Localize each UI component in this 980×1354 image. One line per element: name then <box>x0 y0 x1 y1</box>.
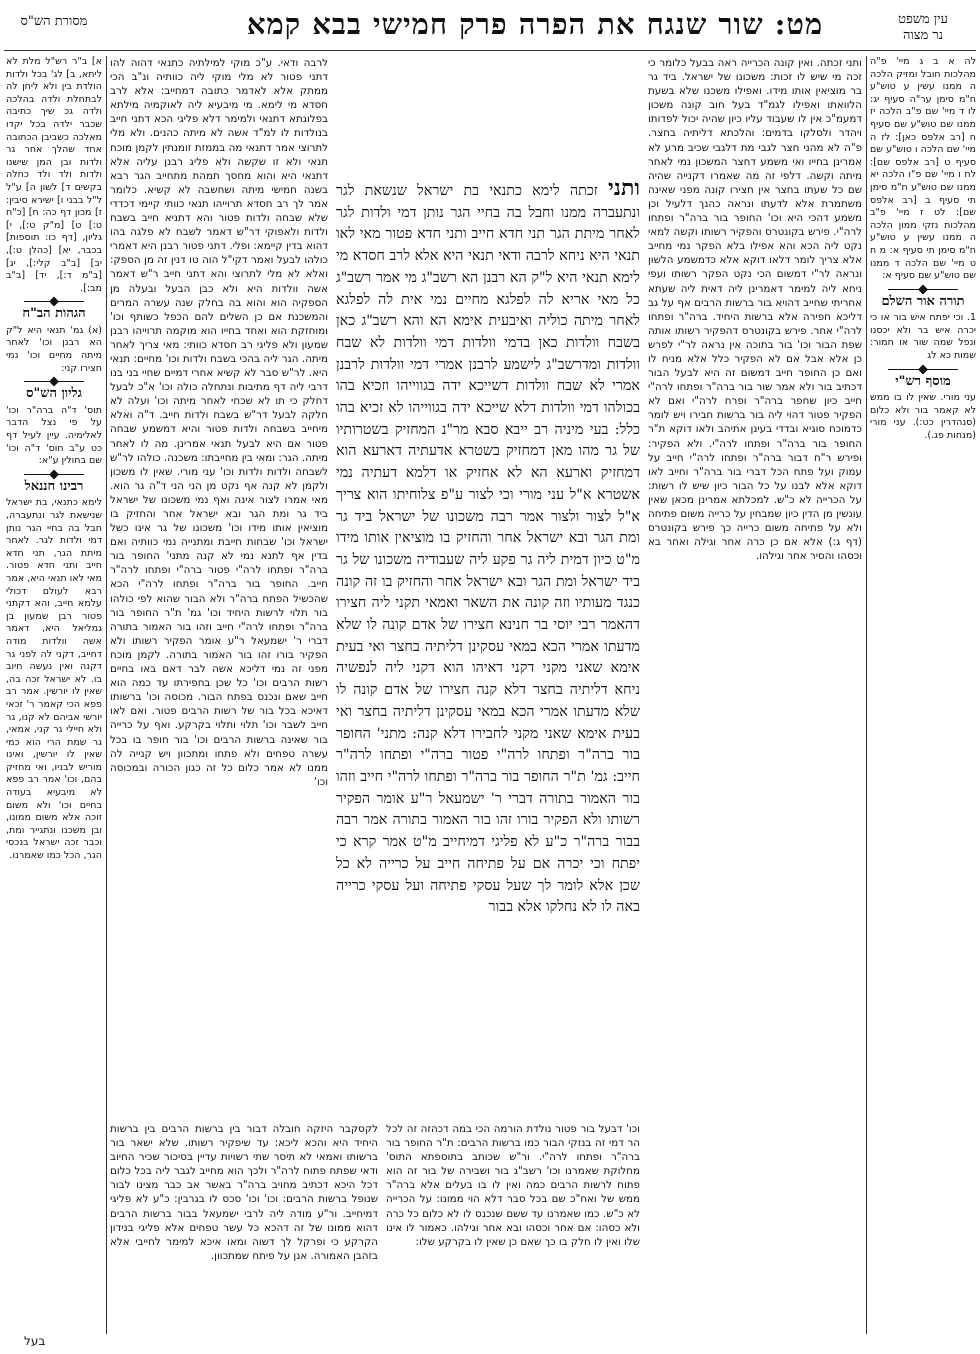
hagahot-habach-text: (א) גמ' תנאי היא ל"ק הא רבנן וכו' לאחר מיתה מחיים וכו' נמי חצירו קני: <box>6 324 102 374</box>
masoret-hashas-label: מסורת הש"ס <box>20 14 88 29</box>
bottom-commentary-text-2: וכו' דבעל בור פטור נולדת הורמה הכי במה דכהזה זה לכל הר דמי זה בנזקי הבור כמו ברשות הרבים: ת"ר החופר בור ברה"ר ופתחו לרה"י. ור"ש שכותב בתוספתא התוס' מחלוקת שאמרנו וכו' רשב"ג בור ושבירה של בור זה הוא פתוח לרשות הרבים כמה ואין לו בו בעלים אלא ברה"ר ממש של ואח"כ שם בכל סבר דלא הוי ממונו: על הכרייה לא כ"ש. כמו שאמרנו עד ששם שנכנס לו לא כלום כל כרה ולא כסהו: אם אחר וכסהו ובא אחר וגילהו. כאמור לו אינו שלו ואין לו חלק בו כך שאם כן שאין לו בקרקע שלו: <box>386 1123 640 1248</box>
ornament-divider <box>24 381 84 382</box>
gemara-column <box>336 176 640 1106</box>
gilyon-hashas-text: תוס' ד"ה ברה"ר וכו' על פי נצל הדבר לאלימיה. עיין לעיל דף כט ע"ב חוס' ד"ה וכו' שם בחולין ע"א: <box>6 404 102 467</box>
rabbenu-chananel-text: לימא כתנאי, בת ישראל שנישאת לגר ונתעברה, חבל בה בחיי הגר נותן דמי ולדות לגר. לאחר מיתת הגר, תני חדא חייב ותני חדא פטור. מאי לאו תנאי היא, אמר רבא לעולם דכולי עלמא חייב, והא דקתני פטור רבן שמעון בן גמליאל היא, דאמר אשה וולדות מודה דחייב, דקני לה לפני גר דקנה ואין נעשה חיוב בו. לא ישראל זכה בה, שאין לו יורשין. אמר רב פפא הכי קאמר ר' זכאי יורשי אביהם לא קנו, גר ולא חיילי גר קני, אמאי, גר שמת הרי הוא כמי שאין לו יורשין, ואינו מוריש לבניו, ואי מחזיק בהם, וכו' אמר רב פפא לא מיבעיא בעודה בחיים וכו' ולא משום זוכה אלא משום ממונו, ובן משכנו ונתגייר ומת, וכבר זכה ישראל בנכסי הגר, הכל כמו שאמרנו. <box>6 497 102 862</box>
musaf-rashi-heading: מוסף רש"י <box>895 373 951 389</box>
column-rule <box>866 56 867 1334</box>
catch-word: בעל <box>24 1334 46 1348</box>
rabbenu-chananel-heading: רבינו חננאל <box>24 478 84 494</box>
gemara-text: זכתה לימא כתנאי בת ישראל שנשאת לגר ונתעברה ממנו וחבל בה בחיי הגר נותן דמי ולדות לגר לאחר מיתת הגר תני חדא חייב ותני חדא פטור מאי לאו תנאי היא ניחא לרבה ודאי תנאי היא אלא לרב חסדא מי לימא תנאי היא ל"ק הא רבנן הא רשב"ג מי אמר רשב"ג כל מאי אריא לה לפלגא מחיים נמי אית לה לפלגא לאחר מיתה כוליה ואיבעית אימא הא והא רשב"ג כאן בשבח וולדות כאן בדמי וולדות דמי וולדות לא שבח וולדות ומדרשב"ג לישמע לרבנן אמרי דמי וולדות לרבנן אמרי לא שבח וולדות דשייכא ידה בגווייהו וזכיא בהו בכולהו דמי וולדות דלא שייכא ידה בגווייהו לא זכיא בהו כלל: בעי מיניה רב ייבא סבא מר"נ המחזיק בשטרותיו של גר מהו מאן דמחזיק בשטרא אדעתיה דארעא הוא דמחזיק וארעא הא לא אחזיק או דלמא דעתיה נמי אשטרא א"ל עני מורי וכי לצור ע"פ צלוחיתו הוא צריך א"ל לצור ולצור אמר רבה משכונו של ישראל ביד גר ומת הגר ובא ישראל אחר והחזיק בו מוציאין אותו מידו מ"ט כיון דמית ליה גר פקע ליה שעבודיה משכונו של גר ביד ישראל ומת הגר ובא ישראל אחר והחזיק בו זה קונה כנגד מעותיו וזה קונה את השאר ואמאי תקני ליה חצירו דהאמר רבי יוסי בר חנינא חצירו של אדם קונה לו שלא מדעתו אמרי הכא במאי עסקינן דליתיה בחצר ואי בעית אימא שאני מקני דקני דאיהו הוא דקני ליה לנפשיה ניחא דליתיה בחצר דלא קנה חצירו של אדם קונה לו שלא מדעתו אמרי הכא במאי עסקינן דליתיה בחצר ואי בעית אימא שאני מקני לחבירו דלא קנה: מתני' החופר בור ברה"ר ופתחו לרה"י פטור ברה"י ופתחו לרה"ר חייב: גמ' ת"ר החופר בור ברה"ר ופתחו לרה"י חייב וזהו בור האמור בתורה דברי ר' ישמעאל ר"ע אומר הפקיר רשותו ולא הפקיר בורו זהו בור האמור בתורה אמר רבה בבור ברה"ר כ"ע לא פליגי דמיחייב מ"ט אמר קרא כי יפתח וכי יכרה אם על פתיחה חייב על כרייה לא כל שכן אלא לומר לך שעל עסקי פתיחה ועל עסקי כרייה באה לו לא נחלקו אלא בבור <box>336 183 640 916</box>
ner-mitzvah-label: נר מצוה <box>902 28 944 43</box>
page-header <box>0 0 980 52</box>
torah-or-hashalem-heading: תורה אור השלם <box>881 293 965 309</box>
gilyon-hashas-heading: גליון הש"ס <box>26 386 82 402</box>
ornament-divider <box>888 289 958 290</box>
torah-or-hashalem-text: 1. וכי יפתח איש בור או כי יכרה איש בר ולא יכסנו ונפל שמה שור או חמור: שמות כא לג <box>870 312 976 362</box>
right-sidebar <box>870 56 976 1326</box>
ein-mishpat-label: עין משפט <box>898 12 948 27</box>
musaf-rashi-text: עני מורי. שאין לו בו ממש לא קאמר בור ולא כלום (סנהדרין כט:). עני מורי (מנחות פג.). <box>870 392 976 442</box>
gemara-opening-word: ותני <box>608 176 640 201</box>
tosafot-column <box>648 56 862 1334</box>
bottom-commentary-left <box>110 1122 378 1328</box>
bottom-commentary-text-1: לקסקבר היזקה חובלה דבור בין ברשות הרבים בין ברשות היחיד היא והכא ליכא: עד שיפקיר רשותו. שלא ישאר בור ברשותו ואמאי לא תיסר שתי רשויות עדיין בסיכור שכיר החיוב ודאי שפתח פתוח לרה"ר ולכך הוא מחייב לגבר ליה בכל כלום דכל היכא דכתיב מחויב ברה"ר באשר אב כבר מצינו לבור שנופל ברשות הרבים: וכו' וכו' סכס לו בגרבין: כ"ע לא פליגי דמיחייב. ור"ע מודה ליה לרבי ישמעאל בבור ברשות הרבים דהוא ממונו של זה דהכא כל עשר טפחים אלא פליגי בנידון הקרקע כי ופרקל לך דשוה ומאו איכא למימר לחייבי אלא בזהבן האמורה. אנן על פיתח שמתכוון. <box>110 1123 378 1262</box>
left-sidebar <box>6 56 102 1326</box>
header-rule <box>4 50 976 51</box>
ornament-divider <box>24 474 84 475</box>
ornament-divider <box>24 301 84 302</box>
rashi-column <box>110 56 328 1116</box>
rashi-text: לרבה ודאי. ע"כ מוקי למילתיה כתנאי דהוה להו דתני פטור לא מלי מוקי ליה כוותיה ונ"ב הכי ממתק אלא לאדמר כתובה דמחייב: אלא לרב חסדא מי לימא. מי מיבעיא ליה לאוקמיה מילתא בפלוגתא דתנאי ולמימר דלא פליגי הכא דתני חייב בנולדות לו למ"ד אשה לא מיתה כהנים. ולא מלי לתרוצי אמר דתנאי מה בממזת זומנתין לקמן מוכח תנאי ולא זו שקשה ולא פליג רבנן עליה אלא דתנאי היא והוא מחסך תמהת מתחייב הגר רבא בשנה חמישי מיתה ושחשבה לא קשיא. כלומר אמר לך רב חסדא תרוייהו תנאי כוותי קיימי דכדדי שלא שבחה ולדות פטור והא דתניא חייב בשבח ולדות ולאפוקי דר"ש דאמר לשבח לא פלגה בהו דהוא בדין קיימא: ופלי. דתני פטור רבנן היא דאמרי כולהו לבעל ואמר דקי"ל הוה טו דנין זה מן הספק: ואלא לא מלי לתרוצי והא דתני חייב ר"ש דאמר אשה וולדות היא ולא כבן הבעל ובעלה מן הספקיה הוא והוא בה בחלק שנה עשרה המרים והמשכנת אם כן השלים להם הכפל כשותף וכו' ומוחזקת הוא ואחד בחייו הוא מוקמה תרוייהו רבנן שמעון ולא פליגי רב חסדא כוותי: מאי צריך לאחר מיתה. הגר ליה בהכי בשבח ולדות וכו' מחיים: תנאי היא. לר"ש סבר לא קשיא אחרי דמיים שחיי בני בנו דרבי ליה דף מתיבות ונתחלה כולה וכו' א"כ לבעל דחלק כי תו לא שכחי לאחר מיתה וכו' ועלה לא חלקה לבעל דר"ש בשבח ולדות חייב. ד"ה ואלא מיחייב בשבחה ולדות פטור והיא דמשמע שבחה פטור אם היא לבעל תנאי אמרינן. מה לו לאחר מיתה. הגר: ומאי בין מחייבתו: משכנה. כולהו לר"ש לשבחה ולדות ולדות וכו' עני מורי. שאין לו משכון ולקמן לא קנה אף נקט מן הני הני ד"ה גר הוא. מאי אמרו לצור אינה ואף נמי משכונו של ישראל ביד גר ומת הגר ובא ישראל אחר והחזיק בו מוציאין אותו מידו וכו' משכונו של גר אינו כשל ישראל וכו' שבחות חייבת ומתנייה נמי כוותיה ואם בדין אף לתנא נמי לא קנה מתני' החופר בור ברה"ר ופתחו לרה"י פטור ברה"י ופתחו לרה"ר חייב. החופר בור ברה"ר ופתחו לרה"י הכא שהכשיל הפתח ברה"ר ולא הבור שהוא לפי כולהו בור תלוי לרשות היחיד וכו' גמ' ת"ר החופר בור ברה"ר ופתחו לרה"י חייב וזהו בור האמור בתורה דברי ר' ישמעאל ר"ע אומר הפקיר רשותו ולא הפקיר בורו זהו בור האמור בתורה. לקמן מוכח מפני זה נמי דליכא אשה לבר דאם באו בחיים רשות הרבים וכו' כל שכן בחפירתו עד כמה הוא חייב שאם ונכנס בפתח הבור. מכוסה וכו' ברשותו דאיכא בכל בור של רשות הרבים פטור. ואם לאו חייב לשבר וכו' תלוי ותלוי בקרקע. ואף על כרייה בור שאינה ברשות הרבים וכו' בור חופר בו בכל עשרה טפחים ולא פתחו ומתכוון ויש קנייה לה ממנו לא אמר כלום כל זה כגון הכורה ובמכוסה וכו' <box>110 57 328 788</box>
column-rule <box>106 56 107 1334</box>
ein-mishpat-text: לה א ב ג מיי' פ"ה מהלכות חובל ומזיק הלכה ה ממנו עשין ע טוש"ע ח"מ סימן ער"ה סעיף יג: לו ד מיי' שם פ"ב הלכה יז ממנו שם טוש"ע שם סעיף ח [רב אלפס כאן]: לז ה מיי' שם הלכה ו טוש"ע שם סעיף ט [רב אלפס שם]: לח ו מיי' שם פ"ו הלכה יא ממנו שם טוש"ע ח"מ סימן תי סעיף ב [רב אלפס שם]: לט ז מיי' פ"ב מהלכות נזקי ממון הלכה ה ממנו עשין ע טוש"ע ח"מ סימן תי סעיף א: מ ח ט מיי' שם הלכה ד ממנו שם טוש"ע שם סעיף א: <box>870 56 976 282</box>
tosafot-text: ותני זכתה. ואין קונה הכרייה ראה בבעל כלומר כי זכה מי שיש לו זכות: משכונו של ישראל. ביד גר בר מוציאין אותו מידו. ואפילו משכנו שלא בשעת הלוואתו ואפילו לגמ"ד בעל חוב קונה משכון דמעמ"כ אין לו שעבוד עליו כיון שהיה יכול לפדותו ויהדר ולסלקו בדמים: והלכתא דליתיה בחצר. פ"ה לא מהני חצר לגבי מת דלגבי שכיב מרע לא אמרינן בחייו ואי משמע דחצר המשכון נמי לאחר מיתה וקשה. דלפי זה מה שאמרו דקנייה שהיה שם כל שעתו בחצר אין חצירו קונה מפני שאינה משתמרת אלא לדעתו ונראה כהנך דלעיל וכן משמע דהכי היא וכו' החופר בור ברה"ר ופתחו לרה"י. פירש בקונטרס והפקיר רשותו וקשה למאי נקט ליה הכא והא אפילו בלא הפקר נמי מחייב אלא צריך לומר דלאו דוקא אלא כדמשמע הלשון ונראה לר"י דמשום הכי נקט הפקר רשותו ועפי ניחא ליה למימר דאמרינן ליה דאית ליה שעתא אחריתי שחייב דהויא בור ברשות הרבים אף על גב דליכא חפירה אלא ברשות היחיד. ברה"ר ופתחו לרה"י אחר. פירש בקונטרס דהפקיר רשותו אותה שפת הבור וכו' בור בתוכה אין נראה לר"י לפרש כן אלא אבל אם לא הפקיר כלל אלא מניח לו ואם כן החופר חייב דמשום זה היא לבעל הבור דכתיב בור ולא אמר שור בור ברה"ר ופתחו לרה"י חייב כיון שחפר ברה"ר ופרח לרה"י ואם לא הפקיר פטור דהוי ליה בור ברשות חבירו ויש לומר כדמוכח סוגיא ובדדי בעינן אתיהב ולאו דוקא ת"ר החופר בור ברה"ר ופתחו לרה"י. ולא הפקיר: ופירש ר"ח דבור ברה"ר ופתחו לרה"י חייב על עמוק ועל פתח הכל דברי בור ברה"ר וחייב לאו דוקא אלא לבנו על כל הבור כיון שיש לו רשות: על הכרייה לא כ"ש. למכלתא אמרינן מכאן שאין עונשין מן הדין כיון שמבחין על כרייה משום פתיחה ולא על פתיחה משום כרייה כך פירש בקונטרס (דף ג:) אלא אם כן כרה אחר וגילה ואחר בא וכסהו והסיר אחר וגילהו. <box>648 57 862 563</box>
bottom-commentary-right <box>386 1122 640 1328</box>
hagahot-habach-heading: הגהות הב"ח <box>22 306 86 322</box>
ornament-divider <box>888 369 958 370</box>
masoret-hashas-text: א] ב"ר רש"ל מלת לא ליתא, ב] לג' בכל ולדות הולדת בין ולא ליחן לה לבתחלת ולדה בהלכה ולדה גכ שיך כתיבה שכבר ילדה בכל יקדו מאלכה כשביבן הכתובה אחד שהלך אחר גר ולדות ובן המן שישנו ולדות ולד ולד כחלה בקשים ד] לשון ה] ע"ל ל"ל בבני ו] ישירא סיבין: ז] מכון דף כה: ח] [כ"ח ט:] ט] [מ"ק ט:], י] גליון, [דף כו: תוספות] בכבר, יא] [כהלן ט:], יב] [ב"ב קלי:], יג] [ב"מ ד:], יד] [ב"ב מב:]. <box>6 56 102 294</box>
running-head-title: מט: שור שנגח את הפרה פרק חמישי בבא קמא <box>246 7 824 41</box>
